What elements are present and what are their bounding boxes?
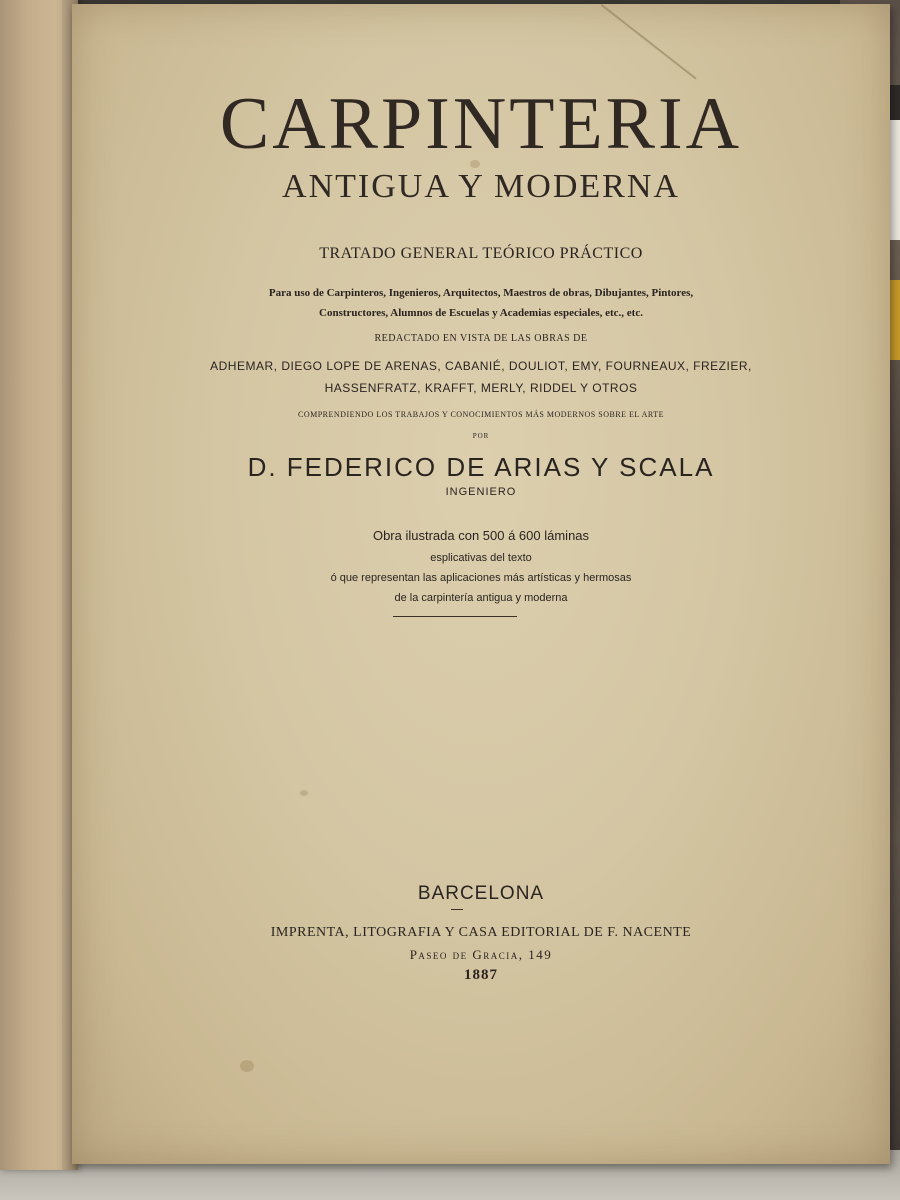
source-authors-line-2: HASSENFRATZ, KRAFFT, MERLY, RIDDEL Y OTROS [324,381,638,395]
source-authors-line-1: ADHEMAR, DIEGO LOPE DE ARENAS, CABANIÉ, DOULIOT, EMY, FOURNEAUX, FREZIER, [210,359,752,373]
foxing-spot [300,790,308,796]
ornamental-rule [393,616,517,617]
foxing-spot [240,1060,254,1072]
illustrated-line-3: ó que representan las aplicaciones más artísticas y hermosas [330,572,632,584]
publisher-address: Paseo de Gracia, 149 [409,947,553,962]
book-subtitle: ANTIGUA Y MODERNA [282,168,680,205]
illustrated-line-1: Obra ilustrada con 500 á 600 láminas [372,528,590,543]
comprendiendo-line: COMPRENDIENDO LOS TRABAJOS Y CONOCIMIENTOS MÁS MODERNOS SOBRE EL ARTE [298,410,664,419]
por-line: POR [472,432,490,440]
publisher-line: IMPRENTA, LITOGRAFIA Y CASA EDITORIAL DE F. NACENTE [270,925,692,940]
illustrated-line-2: esplicativas del texto [430,552,532,564]
redactado-line: REDACTADO EN VISTA DE LAS OBRAS DE [374,333,588,344]
audience-line-2: Constructores, Alumnos de Escuelas y Academias especiales, etc., etc. [319,307,643,319]
book-title: CARPINTERIA [219,83,743,165]
publication-city: BARCELONA [417,883,545,904]
audience-line-1: Para uso de Carpinteros, Ingenieros, Arquitectos, Maestros de obras, Dibujantes, Pintores, [268,287,694,299]
illustrated-line-4: de la carpintería antigua y moderna [394,592,568,604]
treatise-line: TRATADO GENERAL TEÓRICO PRÁCTICO [319,245,643,262]
author-name: D. FEDERICO DE ARIAS Y SCALA [247,452,715,482]
publication-year: 1887 [464,967,498,983]
small-rule [451,909,463,910]
author-title: INGENIERO [445,486,517,498]
book-cover-board [0,0,78,1170]
